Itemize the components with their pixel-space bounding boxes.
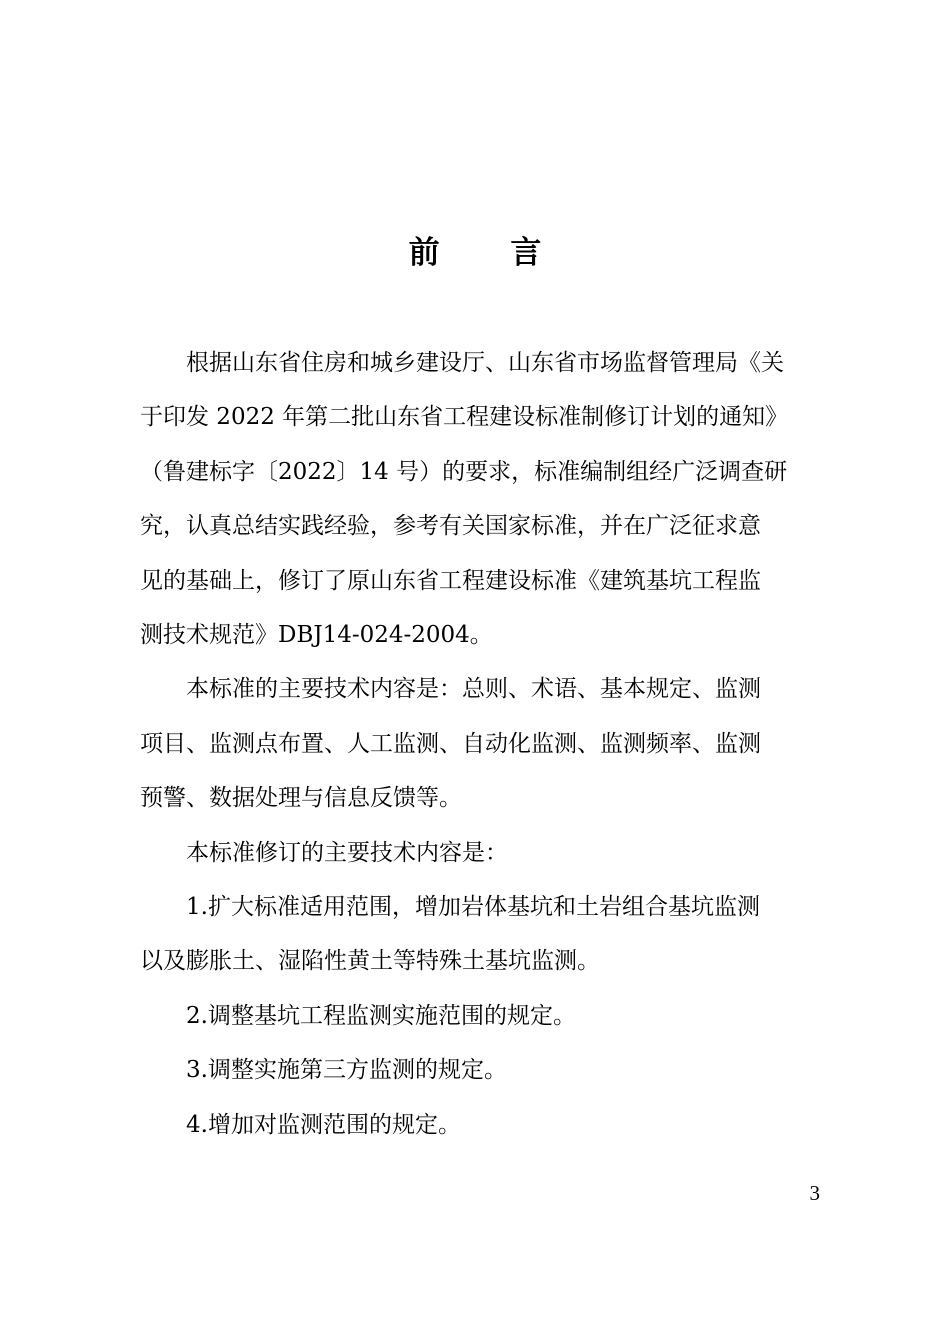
- list-item-revision-4: [140, 1098, 802, 1152]
- paragraph-basis: [140, 336, 802, 662]
- text-line: 测技术规范》DBJ14-024-2004。: [140, 622, 493, 649]
- text-line: 3.调整实施第三方监测的规定。: [186, 1057, 507, 1084]
- list-item-revision-3: [140, 1043, 802, 1097]
- text-line: 本标准的主要技术内容是：总则、术语、基本规定、监测: [186, 676, 761, 703]
- list-item-revision-2: [140, 989, 802, 1043]
- text-line: 1.扩大标准适用范围，增加岩体基坑和土岩组合基坑监测: [186, 894, 760, 921]
- text-line: 预警、数据处理与信息反馈等。: [140, 785, 462, 812]
- list-item-revision-1: [140, 880, 802, 989]
- page-title: 前 言: [408, 235, 572, 271]
- paragraph-main-content: [140, 662, 802, 825]
- text-line: 究，认真总结实践经验，参考有关国家标准，并在广泛征求意: [140, 513, 761, 540]
- text-line: 4.增加对监测范围的规定。: [186, 1111, 461, 1138]
- text-line: 以及膨胀土、湿陷性黄土等特殊土基坑监测。: [140, 948, 600, 975]
- text-line: 见的基础上，修订了原山东省工程建设标准《建筑基坑工程监: [140, 567, 761, 594]
- text-line: （鲁建标字〔2022〕14 号）的要求，标准编制组经广泛调查研: [140, 458, 788, 485]
- text-line: 根据山东省住房和城乡建设厅、山东省市场监督管理局《关: [186, 350, 784, 376]
- document-body: [140, 336, 802, 1152]
- text-line: 2.调整基坑工程监测实施范围的规定。: [186, 1002, 576, 1029]
- page-number: 3: [809, 1181, 820, 1205]
- text-line: 本标准修订的主要技术内容是：: [186, 839, 508, 866]
- text-line: 项目、监测点布置、人工监测、自动化监测、监测频率、监测: [140, 730, 761, 757]
- paragraph-revision-intro: [140, 826, 802, 880]
- text-line: 于印发 2022 年第二批山东省工程建设标准制修订计划的通知》: [140, 404, 789, 431]
